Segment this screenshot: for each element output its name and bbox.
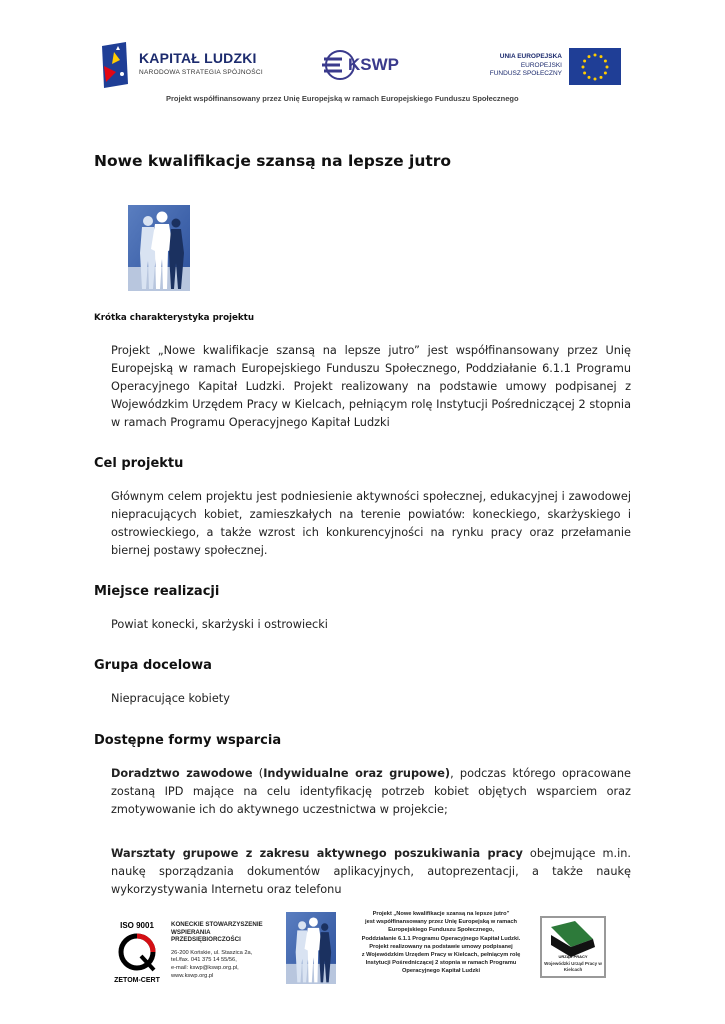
women-silhouette-image — [128, 205, 190, 291]
support-item-workshops — [111, 845, 631, 899]
support-workshops-desc: obejmujące m.in. naukę sporządzania dokumentów aplikacyjnych, autoprezentacji, a także naukę wykorzystywania Internetu oraz telefonu — [111, 847, 631, 896]
iso-certificate-logo — [110, 918, 165, 986]
location-paragraph: Powiat konecki, skarżyski i ostrowiecki — [111, 618, 328, 631]
document-title: Nowe kwalifikacje szansą na lepsze jutro — [94, 152, 452, 170]
goal-paragraph: Głównym celem projektu jest podniesienie aktywności społecznej, edukacyjnej i zawodowej niepracujących kobiet, zamieszkałych na terenie powiatów: koneckiego, skarżyskiego i ostrowieckiego, a także wzrost ich konkurencyjności na rynku pracy oraz przełamanie biernej postawy społecznej. — [111, 490, 631, 557]
wup-caption: Wojewódzki Urząd Pracy w Kielcach — [544, 961, 602, 972]
note-line-3: Europejskiego Funduszu Społecznego, — [388, 927, 494, 934]
organization-info — [171, 921, 281, 981]
support-counseling-mode: Indywidualne oraz grupowe) — [263, 767, 451, 780]
target-heading: Grupa docelowa — [94, 658, 212, 673]
support-item-counseling — [111, 765, 631, 819]
org-address-line-1: 26-200 Końskie, ul. Staszica 2a, — [171, 949, 253, 956]
note-line-6: z Wojewódzkim Urzędem Pracy w Kielcach, pełniącym rolę — [361, 952, 521, 959]
note-line-2: jest współfinansowany przez Unię Europejską w ramach — [364, 919, 518, 926]
footer-project-note — [346, 910, 536, 976]
location-heading: Miejsce realizacji — [94, 584, 220, 599]
eu-text — [486, 53, 562, 79]
org-website: www.kswp.org.pl — [171, 972, 214, 979]
kapital-ludzki-subtitle: NARODOWA STRATEGIA SPÓJNOŚCI — [139, 69, 263, 76]
iso-cert-label: ZETOM-CERT — [114, 977, 160, 984]
org-name-line-2: WSPIERANIA — [171, 928, 211, 936]
support-heading: Dostępne formy wsparcia — [94, 733, 282, 748]
kapital-ludzki-title: KAPITAŁ LUDZKI — [139, 50, 257, 66]
support-counseling-paren: ( — [252, 767, 264, 780]
support-counseling-desc: , podczas którego opracowane zostaną IPD mające na celu identyfikację potrzeb kobiet objętych wsparciem oraz zmotywowanie ich do aktywnego uczestnictwa w projekcie; — [111, 767, 631, 816]
org-name-line-3: PRZEDSIĘBIORCZOŚCI — [171, 936, 241, 943]
eu-flag-icon — [569, 48, 621, 85]
eu-line-2: EUROPEJSKI — [520, 61, 562, 69]
eu-line-3: FUNDUSZ SPOŁECZNY — [489, 70, 562, 77]
note-line-8: Operacyjnego Kapitał Ludzki — [401, 968, 481, 975]
org-email: e-mail: kswp@kswp.org.pl, — [171, 965, 239, 972]
org-name-line-1: KONECKIE STOWARZYSZENIE — [171, 921, 263, 928]
note-line-1: Projekt „Nowe kwalifikacje szansą na lepsze jutro” — [372, 911, 510, 917]
kswp-logo — [318, 45, 414, 85]
eu-line-1: UNIA EUROPEJSKA — [499, 53, 562, 60]
wup-label: URZĄD PRACY — [558, 954, 588, 959]
support-counseling-title: Doradztwo zawodowe — [111, 767, 253, 780]
target-paragraph: Niepracujące kobiety — [111, 692, 230, 705]
kapital-ludzki-flag-icon — [100, 42, 130, 88]
note-line-7: Instytucji Pośredniczącej 2 stopnia w ramach Programu — [365, 960, 517, 967]
kswp-text: KSWP — [348, 55, 399, 74]
iso-label: ISO 9001 — [120, 921, 154, 930]
support-workshops-title: Warsztaty grupowe z zakresu aktywnego poszukiwania pracy — [111, 847, 523, 860]
summary-paragraph: Projekt „Nowe kwalifikacje szansą na lepsze jutro” jest współfinansowany przez Unię Europejską w ramach Europejskiego Funduszu Społecznego, Poddziałanie 6.1.1 Programu Operacyjnego Kapitał Ludzki. Projekt realizowany na podstawie umowy podpisanej z Wojewódzkim Urzędem Pracy w Kielcach, pełniącym rolę Instytucji Pośredniczącej 2 stopnia w ramach Programu Operacyjnego Kapitał Ludzki — [111, 344, 631, 429]
note-line-4: Poddziałanie 6.1.1 Programu Operacyjnego Kapitał Ludzki. — [361, 935, 521, 942]
org-address-line-2: tel./fax. 041 375 14 55/56, — [171, 957, 237, 964]
cofinance-note: Projekt współfinansowany przez Unię Europejską w ramach Europejskiego Funduszu Społecznego — [166, 94, 519, 103]
note-line-5: Projekt realizowany na podstawie umowy podpisanej — [369, 943, 513, 950]
summary-heading: Krótka charakterystyka projektu — [94, 313, 255, 323]
footer-women-silhouette-image — [286, 912, 336, 984]
goal-heading: Cel projektu — [94, 456, 184, 471]
